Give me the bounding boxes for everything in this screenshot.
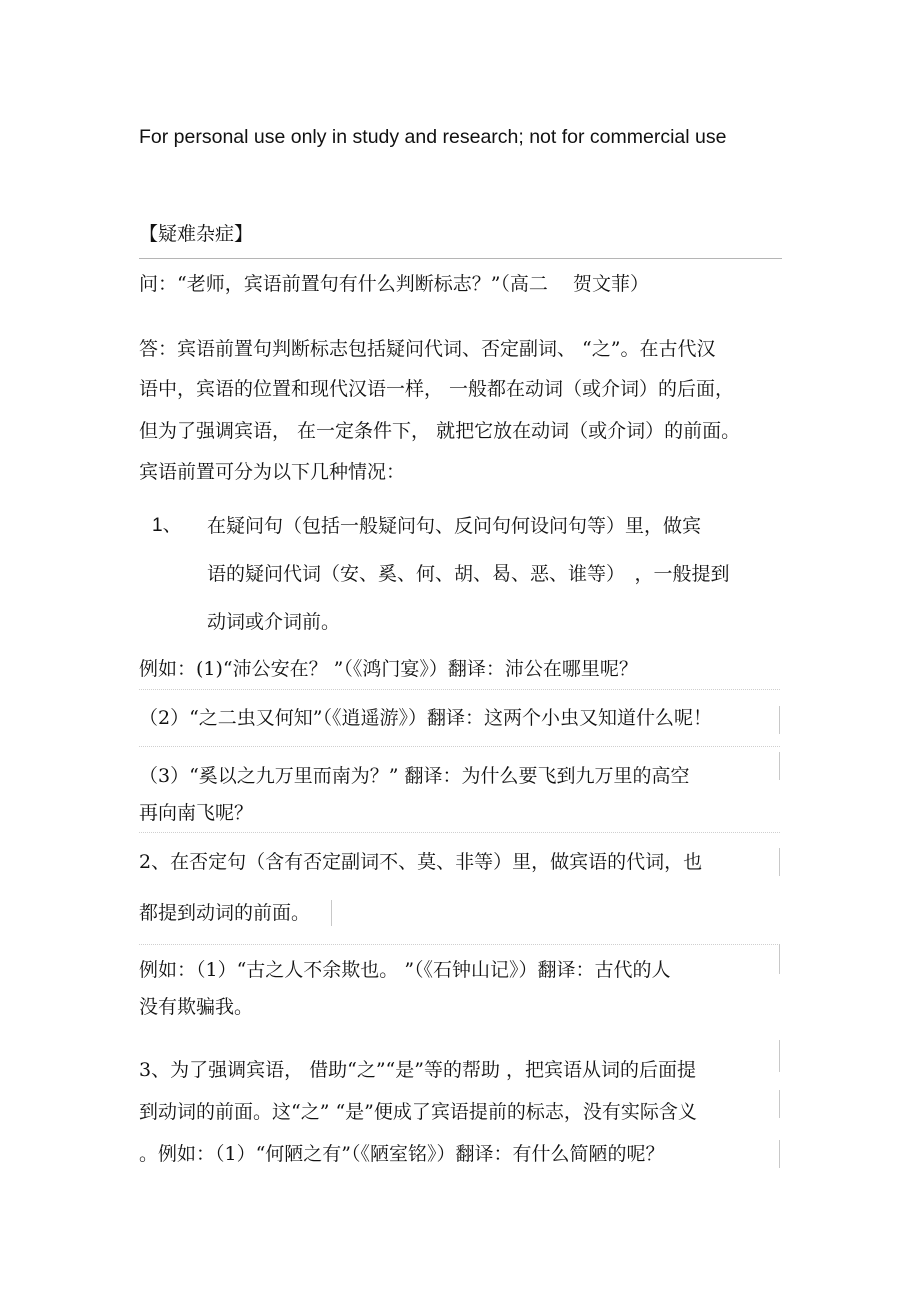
heading-divider bbox=[139, 258, 782, 259]
dotted-separator bbox=[139, 689, 780, 690]
margin-bar bbox=[331, 900, 332, 926]
margin-bar bbox=[779, 1040, 780, 1072]
margin-bar bbox=[779, 752, 780, 780]
example-line: （3）“奚以之九万里而南为？” 翻译：为什么要飞到九万里的高空 bbox=[139, 765, 690, 787]
question-text: 问：“老师，宾语前置句有什么判断标志？”（高二 贺文菲） bbox=[139, 273, 649, 295]
dotted-separator bbox=[139, 944, 780, 945]
margin-bar bbox=[779, 706, 780, 734]
answer-line: 但为了强调宾语， 在一定条件下， 就把它放在动词（或介词）的前面。 bbox=[139, 420, 741, 442]
margin-bar bbox=[779, 944, 780, 974]
answer-line: 答：宾语前置句判断标志包括疑问代词、否定副词、 “之”。在古代汉 bbox=[139, 338, 716, 360]
answer-line: 宾语前置可分为以下几种情况： bbox=[139, 461, 406, 483]
example-line: 例如：（1）“古之人不余欺也。 ”（《石钟山记》）翻译：古代的人 bbox=[139, 959, 671, 981]
rule-2-line: 都提到动词的前面。 bbox=[139, 902, 311, 924]
rule-1-line: 语的疑问代词（安、奚、何、胡、曷、恶、谁等） ，一般提到 bbox=[207, 563, 730, 585]
margin-bar bbox=[779, 1090, 780, 1118]
usage-notice: For personal use only in study and research; not for commercial use bbox=[139, 126, 727, 148]
rule-3-line: 到动词的前面。这“之” “是”便成了宾语提前的标志，没有实际含义 bbox=[139, 1101, 697, 1123]
margin-bar bbox=[779, 1140, 780, 1168]
rule-1-line: 动词或介词前。 bbox=[207, 611, 341, 633]
example-line: 没有欺骗我。 bbox=[139, 996, 254, 1018]
section-heading: 【疑难杂症】 bbox=[139, 223, 254, 245]
example-line: （2）“之二虫又何知”（《逍遥游》）翻译：这两个小虫又知道什么呢！ bbox=[139, 707, 713, 729]
rule-2-line: 2、在否定句（含有否定副词不、莫、非等）里，做宾语的代词，也 bbox=[139, 851, 703, 873]
answer-line: 语中，宾语的位置和现代汉语一样， 一般都在动词（或介词）的后面， bbox=[139, 378, 735, 400]
dotted-separator bbox=[139, 832, 780, 833]
rule-3-line: 。例如：（1）“何陋之有”（《陋室铭》）翻译：有什么简陋的呢？ bbox=[139, 1143, 665, 1165]
example-line: 例如：(1)“沛公安在？ ”（《鸿门宴》）翻译：沛公在哪里呢？ bbox=[139, 658, 638, 680]
example-line: 再向南飞呢？ bbox=[139, 802, 254, 824]
rule-1-number: 1、 bbox=[152, 515, 182, 536]
rule-3-line: 3、为了强调宾语， 借助“之”“是”等的帮助 ，把宾语从词的后面提 bbox=[139, 1059, 697, 1081]
dotted-separator bbox=[139, 746, 780, 747]
rule-1-line: 在疑问句（包括一般疑问句、反问句何设问句等）里，做宾 bbox=[207, 515, 702, 537]
margin-bar bbox=[779, 848, 780, 876]
